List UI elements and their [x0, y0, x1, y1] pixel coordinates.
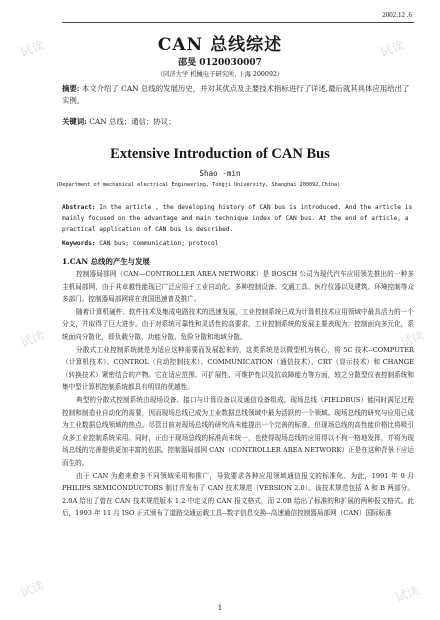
keywords-chinese [62, 116, 414, 128]
abstract-en-label: Abstract: [62, 204, 96, 211]
author-chinese: 邵旻 0120030007 [178, 58, 262, 68]
keywords-en-text: CAN bus; communication; protocol [95, 240, 219, 247]
abstract-en-text: In the article , the developing history of CAN bus is introduced. And the article is mainly focused on the advantage and main technique index of CAN bus. At the end of article, a practical application of CAN bus is described. [62, 204, 413, 233]
paragraph: 随着计算机硬件、软件技术及集成电路技术的迅速发展，工业控制系统已成为计算机技术应用领域中最具活力的一个分支，并取得了巨大进步。由于对系统可靠性和灵活性的高要求，工业控制系统的发展主要表现为：控制面向多元化，系统面向分散化，即负载分散、功能分散、危险分散和地域分散。 [62, 307, 414, 341]
keywords-en-label: Keywords: [62, 240, 96, 247]
paragraph: 由于 CAN 为愈来愈多不同领域采用和推广，导致要求各种应用领域通信报文的标准化。为此，1991 年 9 月 PHILIPS SEMICONDUCTORS 制订并发布了 CAN 技术规范（VERSION 2.0）。该技术规范包括 A 和 B 两部分。2.0A 给出了曾在 CAN 技术规范版本 1.2 中定义的 CAN 报文格式，而 2.0B 给出了标准的和扩展的两种报文格式。此后，1993 年 11 月 ISO 正式颁布了道路交通运载工具--数字信息交换--高速通信控制器局部网（CAN）国际标准 [62, 471, 414, 518]
watermark: 试读 [393, 583, 421, 605]
paragraph: 控制器局部网（CAN—CONTROLLER AREA NETWORK）是 BOSCH 公司为现代汽车应用领先推出的一种多主机局部网，由于其卓越性能现已广泛应用于工业自动化、多种控制设备、交通工具、医疗仪器以及建筑、环境控制等众多部门。控制器局部网将在我国迅速普及推广。 [62, 270, 414, 304]
abstract-english [62, 202, 414, 235]
abstract-chinese [62, 83, 414, 107]
keywords-english [62, 238, 414, 249]
author-english: Shao -min [199, 169, 241, 178]
keywords-text: CAN 总线；通信；协议； [86, 117, 176, 126]
paragraph: 典型的分散式控制系统由现场设备、接口与计算设备以及通信设备组成。现场总线（FIELDBUS）能同时满足过程控制和制造业自动化的需要，因而现场总线已成为工业数据总线领域中最为活跃的一个领域。现场总线的研究与应用已成为工业数据总线领域的热点。尽管目前对现场总线的研究尚未能提出一个完善的标准，但现场总线的高性能价格比将吸引众多工业控制系统采用。同时，正由于现场总线的标准尚未统一，也使得现场总线的应用得以不拘一格地发挥，并将为现场总线的完善提供更加丰富的依据。控制器局部网 CAN（CONTROLLER AREA NETWORK）正是在这种背景下应运而生的。 [62, 395, 414, 467]
title-chinese: CAN 总线综述 [157, 35, 283, 55]
header-date: 2002.12 .6 [382, 11, 412, 19]
affiliation-english: (Department of mechanical electrical Engineering, Tongji University, Shanghai 200092,China) [56, 182, 341, 188]
watermark: 试读 [18, 328, 46, 350]
abstract-label: 摘要: [62, 84, 80, 93]
watermark: 试读 [18, 38, 46, 60]
keywords-label: 关键词: [62, 117, 87, 126]
paragraph: 分散式工业控制系统就是为适应这种需要而发展起来的，这类系统是以微型机为核心，将 5C 技术--COMPUTER（计算机技术）、CONTROL（自动控制技术）、COMMUNICATION（通信技术）、CRT（显示技术）和 CHANGE（转换技术）紧密结合的产物。它在适应范围、可扩展性、可维护性以及抗故障能力等方面，较之分散型仪表控制系统和集中型计算机控制系统都具有明显的优越性。 [62, 345, 414, 392]
title-english: Extensive Introduction of CAN Bus [110, 146, 330, 162]
watermark: 试读 [378, 38, 406, 60]
page-number: 1 [217, 604, 223, 612]
abstract-text: 本文介绍了 CAN 总线的发展历史，并对其优点及主要技术指标进行了详述,最后就其具体应用给出了实例。 [62, 84, 410, 105]
header-rule [62, 22, 414, 23]
watermark: 试读 [18, 578, 46, 600]
watermark: 试读 [398, 328, 426, 350]
section-heading: 1.CAN 总线的产生与发展 [62, 257, 150, 266]
affiliation-chinese: （同济大学 机械电子研究所, 上海 200092） [156, 71, 284, 78]
body-text [62, 268, 414, 520]
